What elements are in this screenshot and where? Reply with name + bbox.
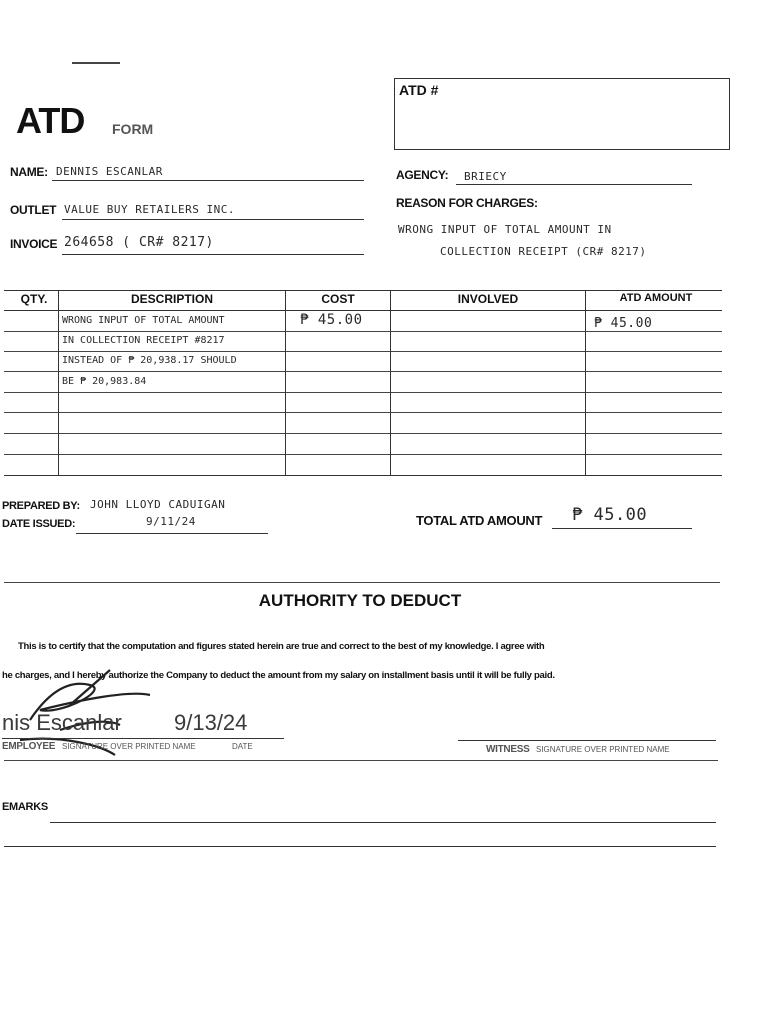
authority-statement-line-2: he charges, and I hereby authorize the Company to deduct the amount from my salary on installment basis until it will be fully paid. — [2, 670, 555, 681]
authority-heading: AUTHORITY TO DEDUCT — [258, 591, 462, 610]
authority-bottom-rule — [4, 760, 718, 761]
outlet-label: OUTLET — [10, 203, 57, 217]
remarks-line — [4, 846, 716, 847]
table-row-rule — [4, 433, 722, 434]
table-row-rule — [4, 412, 722, 413]
employee-sub-label: SIGNATURE OVER PRINTED NAME — [62, 742, 196, 751]
form-title: ATD — [16, 100, 85, 141]
total-atd-underline — [552, 528, 692, 529]
total-atd-value: ₱ 45.00 — [572, 505, 648, 525]
table-row-rule — [4, 351, 722, 352]
invoice-value: 264658 ( CR# 8217) — [64, 235, 214, 250]
cost-value: ₱ 45.00 — [300, 312, 363, 328]
table-row-rule — [4, 371, 722, 372]
reason-line-2: COLLECTION RECEIPT (CR# 8217) — [440, 245, 647, 258]
authority-top-rule — [4, 582, 720, 583]
table-row-rule — [4, 454, 722, 455]
description-line: WRONG INPUT OF TOTAL AMOUNT — [62, 315, 225, 326]
name-label: NAME: — [10, 165, 48, 179]
agency-value: BRIECY — [464, 170, 507, 183]
form-subtitle: FORM — [112, 121, 154, 137]
outlet-underline — [62, 219, 364, 220]
date-issued-underline — [76, 533, 268, 534]
prepared-by-label: PREPARED BY: — [2, 500, 80, 512]
remarks-label: EMARKS — [2, 801, 48, 813]
employee-signature-underline — [2, 738, 284, 739]
atd-number-box — [394, 78, 730, 150]
date-issued-value: 9/11/24 — [146, 515, 196, 528]
col-header-qty: QTY. — [20, 292, 48, 306]
name-underline — [52, 180, 364, 181]
description-line: INSTEAD OF ₱ 20,938.17 SHOULD — [62, 355, 237, 366]
total-atd-label: TOTAL ATD AMOUNT — [416, 513, 543, 528]
date-label: DATE — [232, 742, 253, 751]
reason-line-1: WRONG INPUT OF TOTAL AMOUNT IN — [398, 223, 612, 236]
description-line: BE ₱ 20,983.84 — [62, 376, 147, 387]
signed-name: nis Escanlar — [2, 710, 122, 735]
table-col-rule — [390, 290, 391, 476]
witness-label: WITNESS — [486, 744, 530, 755]
invoice-label: INVOICE — [10, 237, 58, 251]
date-issued-label: DATE ISSUED: — [2, 518, 76, 530]
witness-signature-underline — [458, 740, 716, 741]
table-row-rule — [4, 331, 722, 332]
table-bottom-rule — [4, 475, 722, 476]
col-header-atd-amount: ATD AMOUNT — [619, 292, 693, 304]
witness-sub-label: SIGNATURE OVER PRINTED NAME — [536, 745, 670, 754]
table-row-rule — [4, 392, 722, 393]
table-header-rule — [4, 310, 722, 311]
name-value: DENNIS ESCANLAR — [56, 165, 163, 178]
col-header-involved: INVOLVED — [457, 292, 519, 306]
signed-date: 9/13/24 — [174, 710, 248, 735]
prepared-by-value: JOHN LLOYD CADUIGAN — [90, 498, 226, 511]
invoice-underline — [62, 254, 364, 255]
description-line: IN COLLECTION RECEIPT #8217 — [62, 335, 225, 346]
atd-number-label: ATD # — [399, 82, 439, 98]
col-header-description: DESCRIPTION — [130, 292, 213, 306]
employee-label: EMPLOYEE — [2, 741, 56, 752]
outlet-value: VALUE BUY RETAILERS INC. — [64, 203, 235, 216]
reason-label: REASON FOR CHARGES: — [396, 196, 538, 210]
agency-label: AGENCY: — [396, 168, 449, 182]
top-mark — [72, 62, 120, 64]
table-col-rule — [585, 290, 586, 476]
col-header-cost: COST — [321, 292, 355, 306]
remarks-line — [50, 822, 716, 823]
table-col-rule — [58, 290, 59, 476]
table-col-rule — [285, 290, 286, 476]
agency-underline — [456, 184, 692, 185]
atd-amount-value: ₱ 45.00 — [594, 316, 653, 331]
authority-statement-line-1: This is to certify that the computation and figures stated herein are true and correct to the best of my knowledge. I agree with — [18, 641, 545, 652]
